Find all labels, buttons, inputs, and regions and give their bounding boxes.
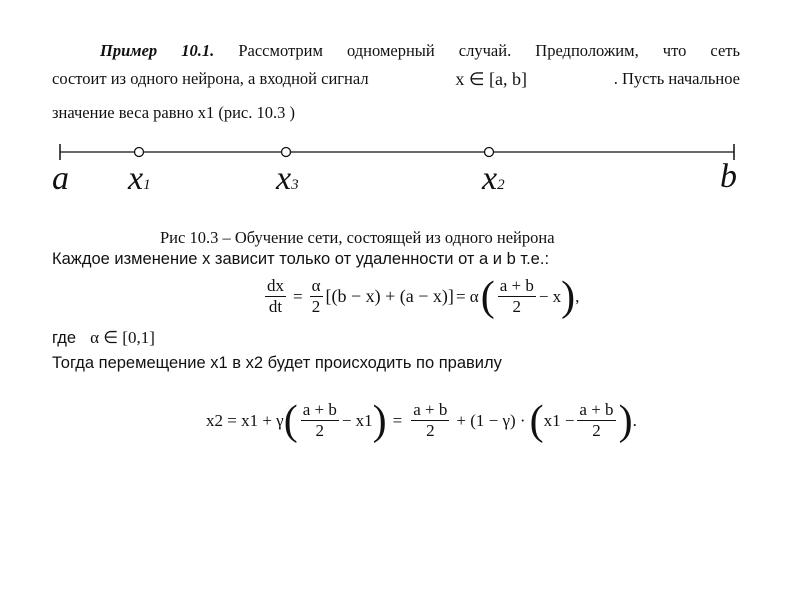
paragraph-line-2-end: . Пусть начальное xyxy=(613,69,740,88)
alpha-range: α ∈ [0,1] xyxy=(90,328,155,347)
paragraph-line-3: значение веса равно x1 (рис. 10.3 ) xyxy=(52,103,295,122)
paragraph-line-1 xyxy=(52,36,740,66)
change-text: Каждое изменение x зависит только от удаленности от a и b т.е.: xyxy=(52,250,550,268)
frac-ab-2: $\frac{a + b}{2}$ xyxy=(499,276,534,316)
point-x1 xyxy=(135,148,144,157)
number-line-figure xyxy=(50,138,750,208)
where-line: где α ∈ [0,1] xyxy=(52,328,155,347)
point-x3 xyxy=(282,148,291,157)
frac-ab-2-a: $\frac{a + b}{2}$ xyxy=(302,400,337,440)
frac-alpha-2: $\frac{\alpha}{2}$ xyxy=(311,276,321,316)
paragraph-line-2-start: состоит из одного нейрона, а входной сигнал xyxy=(52,69,369,88)
point-x2 xyxy=(485,148,494,157)
frac-ab-2-b: $\frac{a + b}{2}$ xyxy=(413,400,448,440)
label-x1: x1 xyxy=(128,160,151,197)
label-x2: x2 xyxy=(482,160,505,197)
frac-dxdt: $\frac{dx}{dt}$ xyxy=(267,276,284,316)
formula-1: $\frac{dx}{dt}$ = $\frac{\alpha}{2}$ [(b − x) + (a − x)] = α ( $\frac{a + b}{2}$ − x ) , xyxy=(267,273,580,320)
example-label: Пример 10.1. xyxy=(100,41,215,60)
label-a: a xyxy=(52,160,69,197)
label-x3: x3 xyxy=(276,160,299,197)
then-text: Тогда перемещение x1 в x2 будет происходить по правилу xyxy=(52,354,502,372)
label-b: b xyxy=(720,158,737,195)
paragraph-line-2 xyxy=(52,64,740,94)
formula-2: x2 = x1 + γ ( $\frac{a + b}{2}$ − x1 ) = $\frac{a + b}{2}$ + (1 − γ) · ( x1 − $\frac{a + b}{2}$ ) . xyxy=(206,397,637,444)
signal-set: x ∈ [a, b] xyxy=(455,69,527,89)
figure-caption: Рис 10.3 – Обучение сети, состоящей из одного нейрона xyxy=(160,228,555,247)
frac-ab-2-c: $\frac{a + b}{2}$ xyxy=(579,400,614,440)
paragraph-line-1-text: Рассмотрим одномерный случай. Предположим, что сеть xyxy=(238,41,741,60)
